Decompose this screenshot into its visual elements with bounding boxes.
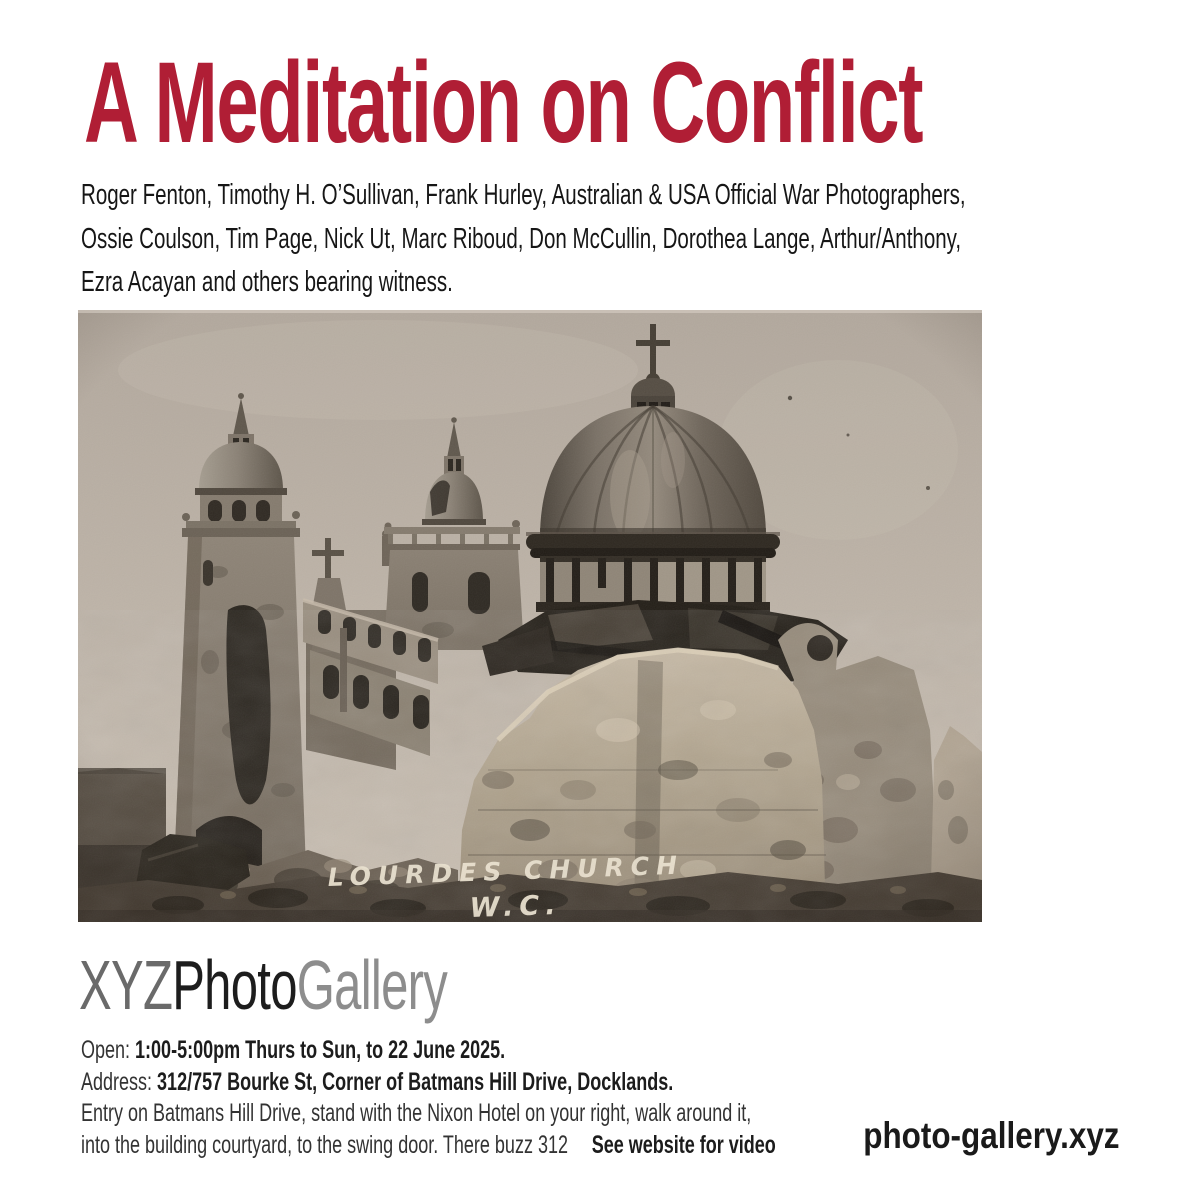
intro-line-1: Roger Fenton, Timothy H. O’Sullivan, Frank Hurley, Australian & USA Official War Photographers, [81, 179, 966, 211]
intro-line-3: Ezra Acayan and others bearing witness. [81, 266, 453, 298]
photographer-list [81, 174, 966, 305]
logo-photo: Photo [172, 946, 297, 1024]
entry-line-2: into the building courtyard, to the swing door. There buzz 312 [81, 1130, 568, 1159]
intro-line-2: Ossie Coulson, Tim Page, Nick Ut, Marc Riboud, Don McCullin, Dorothea Lange, Arthur/Anthony, [81, 222, 962, 255]
entry-line-2-wrap [81, 1130, 776, 1162]
ruined-church-illustration [78, 310, 982, 922]
open-hours-line [81, 1035, 776, 1067]
photo-edge-highlight [78, 310, 982, 313]
poster-title: A Meditation on Conflict [84, 39, 923, 167]
gallery-logo [79, 946, 448, 1024]
logo-xyz: XYZ [79, 946, 173, 1024]
address-label: Address: [81, 1067, 153, 1096]
address-line [81, 1067, 776, 1099]
entry-line-1: Entry on Batmans Hill Drive, stand with the Nixon Hotel on your right, walk around it, [81, 1099, 752, 1128]
website-url: photo-gallery.xyz [863, 1115, 1120, 1156]
address-value: 312/757 Bourke St, Corner of Batmans Hill Drive, Docklands. [157, 1067, 674, 1096]
open-label: Open: [81, 1036, 131, 1064]
see-website-note: See website for video [591, 1130, 776, 1159]
open-value: 1:00-5:00pm Thurs to Sun, to 22 June 2025. [135, 1036, 506, 1064]
exhibition-photograph [78, 310, 982, 922]
logo-gallery: Gallery [296, 946, 448, 1024]
vignette-overlay [78, 310, 982, 922]
visit-details [81, 1035, 776, 1161]
